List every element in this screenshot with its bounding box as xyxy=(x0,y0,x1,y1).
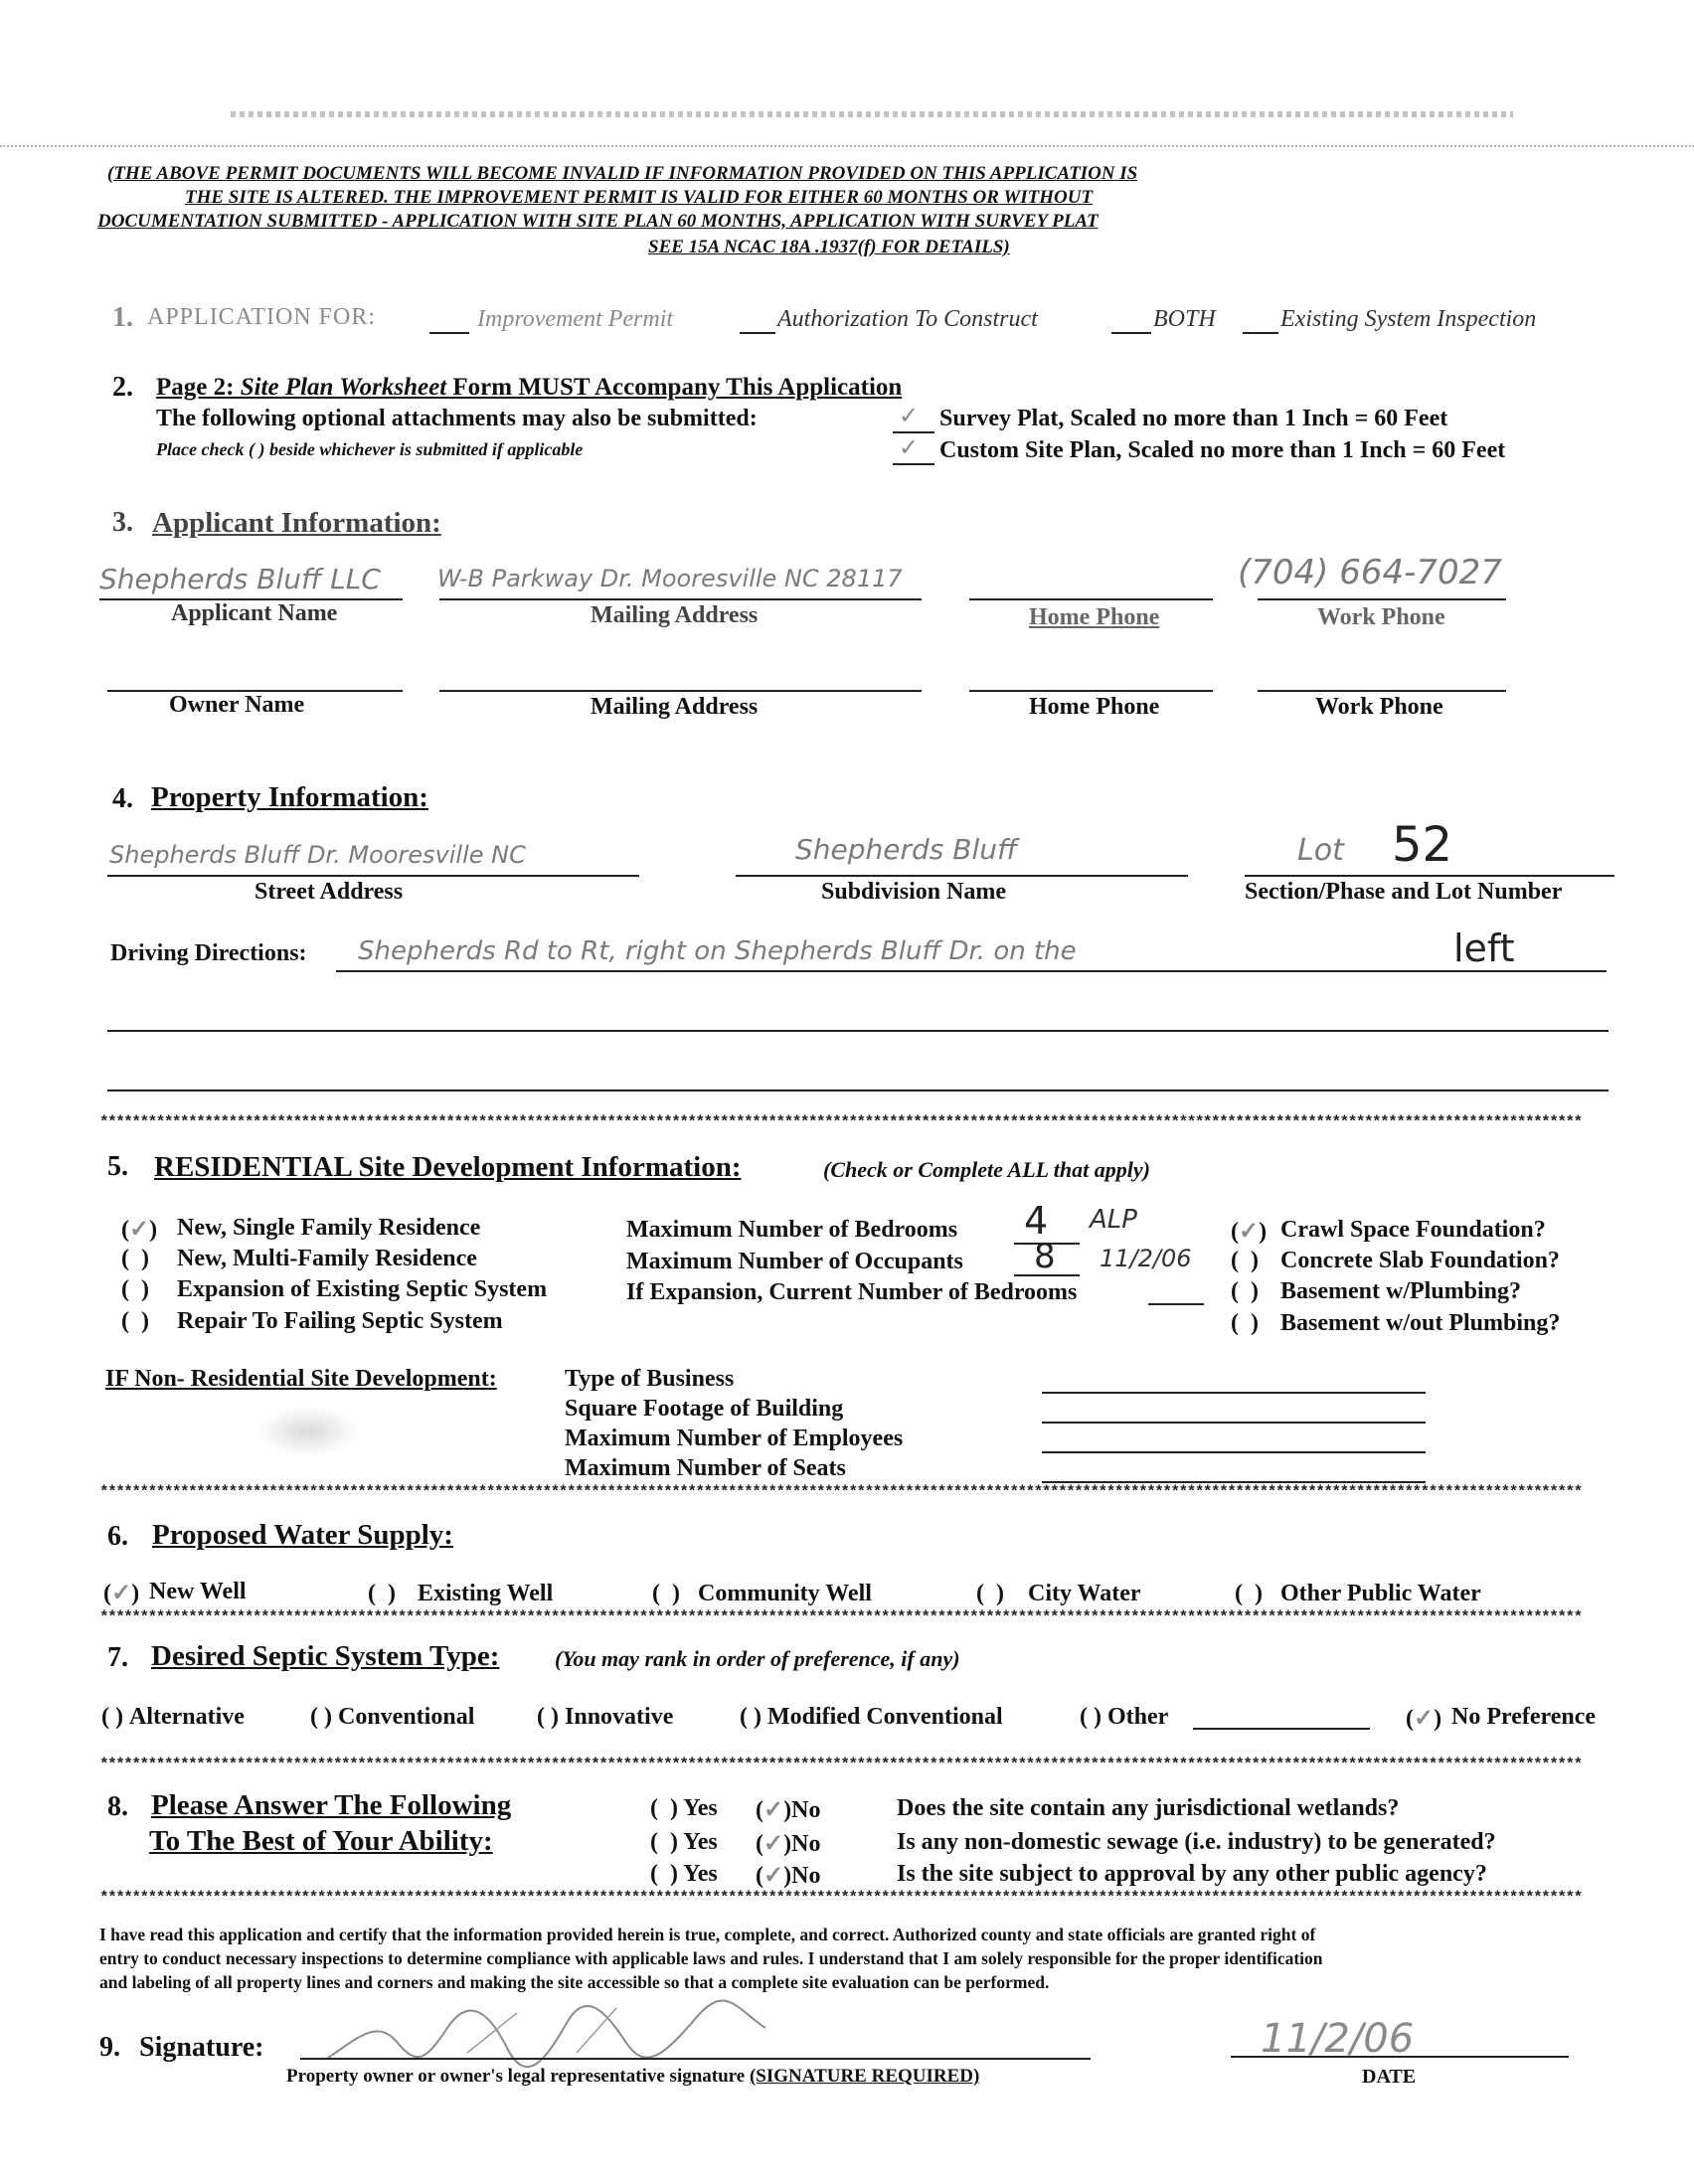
q3-no-label: No xyxy=(791,1863,821,1889)
q2-no[interactable]: (✓)No xyxy=(756,1831,821,1857)
checkbox-alternative[interactable]: ( ) xyxy=(101,1704,123,1730)
option-basement-plumbing: Basement w/Plumbing? xyxy=(1280,1278,1522,1304)
section-4-title: Property Information: xyxy=(151,781,428,813)
separator-1: **************************************************************************************************************************************************************************************** xyxy=(99,1113,1582,1131)
q1-no-label: No xyxy=(791,1797,821,1823)
header-line-4: SEE 15A NCAC 18A .1937(f) FOR DETAILS) xyxy=(648,237,1010,257)
type-of-business-line[interactable] xyxy=(1042,1392,1426,1394)
checkbox-concrete-slab[interactable]: ( ) xyxy=(1231,1248,1259,1273)
option-expansion: Expansion of Existing Septic System xyxy=(177,1276,548,1302)
driving-directions-value-end[interactable]: left xyxy=(1453,926,1515,970)
other-septic-line[interactable] xyxy=(1193,1728,1370,1730)
option-no-preference: No Preference xyxy=(1451,1704,1597,1730)
section-2-title-a: Page 2: xyxy=(156,374,235,401)
driving-directions-line-1 xyxy=(336,970,1607,972)
section-3-number: 3. xyxy=(112,507,133,538)
checkbox-existing-well[interactable]: ( ) xyxy=(368,1581,396,1606)
label-max-employees: Maximum Number of Employees xyxy=(565,1426,904,1451)
caption-home-phone: Home Phone xyxy=(1029,604,1160,630)
section-1-number: 1. xyxy=(112,302,133,333)
mailing-address-line xyxy=(439,598,922,600)
non-residential-label: IF Non- Residential Site Development: xyxy=(105,1366,497,1392)
section-7-number: 7. xyxy=(107,1642,128,1673)
max-occupants-line xyxy=(1014,1274,1080,1276)
label-type-of-business: Type of Business xyxy=(565,1366,735,1392)
section-8-title-2: To The Best of Your Ability: xyxy=(149,1825,493,1857)
label-current-bedrooms: If Expansion, Current Number of Bedrooms xyxy=(626,1279,1078,1305)
option-community-well: Community Well xyxy=(698,1581,872,1606)
subdivision-value[interactable]: Shepherds Bluff xyxy=(795,833,1018,866)
signature-caption-text: Property owner or owner's legal representative signature xyxy=(286,2066,746,2087)
section-2-number: 2. xyxy=(112,372,133,403)
checkbox-expansion[interactable]: ( ) xyxy=(121,1276,149,1302)
checkbox-other-septic[interactable]: ( ) xyxy=(1080,1704,1101,1730)
caption-owner-work-phone: Work Phone xyxy=(1315,694,1443,720)
q2-no-label: No xyxy=(791,1831,821,1857)
street-address-value[interactable]: Shepherds Bluff Dr. Mooresville NC xyxy=(109,841,526,869)
home-phone-line[interactable] xyxy=(969,598,1213,600)
application-for-label: APPLICATION FOR: xyxy=(147,304,377,330)
lot-value-label[interactable]: Lot xyxy=(1297,833,1344,868)
section-2-title-c: Form MUST Accompany This Application xyxy=(452,374,903,401)
checkbox-repair[interactable]: ( ) xyxy=(121,1308,149,1334)
survey-plat-check: ✓ xyxy=(899,404,920,429)
section-2-title-b: Site Plan Worksheet xyxy=(240,374,447,401)
section-6-number: 6. xyxy=(107,1521,128,1552)
header-line-2: THE SITE IS ALTERED. THE IMPROVEMENT PERMIT IS VALID FOR EITHER 60 MONTHS OR WITHOUT xyxy=(185,187,1094,208)
signature-line xyxy=(300,2058,1091,2060)
section-2-title xyxy=(156,374,902,402)
street-address-line xyxy=(107,875,639,877)
section-9-number: 9. xyxy=(99,2032,120,2063)
signature-caption xyxy=(286,2066,979,2088)
max-bedrooms-value[interactable]: 4 xyxy=(1024,1199,1049,1243)
caption-work-phone: Work Phone xyxy=(1317,604,1445,630)
signature-required: (SIGNATURE REQUIRED) xyxy=(749,2066,980,2087)
section-7-subtitle: (You may rank in order of preference, if any) xyxy=(555,1646,960,1671)
square-footage-line[interactable] xyxy=(1042,1422,1426,1424)
date-line xyxy=(1231,2056,1569,2058)
section-8-title-1: Please Answer The Following xyxy=(151,1789,512,1821)
option-existing-well: Existing Well xyxy=(418,1581,554,1606)
checkbox-community-well[interactable]: ( ) xyxy=(652,1581,680,1606)
checkbox-single-family[interactable]: (✓) xyxy=(121,1217,158,1243)
date-label: DATE xyxy=(1362,2066,1417,2088)
separator-3: **************************************************************************************************************************************************************************************** xyxy=(99,1608,1582,1626)
option-custom-site-plan: Custom Site Plan, Scaled no more than 1 Inch = 60 Feet xyxy=(939,437,1506,463)
max-employees-line[interactable] xyxy=(1042,1451,1426,1453)
checkbox-innovative[interactable]: ( ) xyxy=(537,1704,559,1730)
max-occupants-value[interactable]: 8 xyxy=(1034,1237,1056,1276)
checkbox-modified-conventional[interactable]: ( ) xyxy=(740,1704,762,1730)
existing-system-blank[interactable] xyxy=(1243,332,1278,334)
option-innovative: Innovative xyxy=(565,1704,674,1730)
checkbox-multi-family[interactable]: ( ) xyxy=(121,1246,149,1271)
option-authorization-to-construct: Authorization To Construct xyxy=(777,306,1038,332)
option-existing-system-inspection: Existing System Inspection xyxy=(1280,306,1537,332)
checkbox-other-public-water[interactable]: ( ) xyxy=(1235,1581,1263,1606)
checkbox-new-well[interactable]: (✓) xyxy=(103,1581,140,1606)
custom-site-plan-check: ✓ xyxy=(899,435,920,461)
option-single-family: New, Single Family Residence xyxy=(177,1215,481,1241)
scan-edge-line xyxy=(0,145,1694,147)
both-blank[interactable] xyxy=(1111,332,1151,334)
option-survey-plat: Survey Plat, Scaled no more than 1 Inch = 60 Feet xyxy=(939,406,1448,431)
section-5-title: RESIDENTIAL Site Development Information: xyxy=(154,1151,742,1183)
checkbox-conventional[interactable]: ( ) xyxy=(310,1704,332,1730)
caption-subdivision-name: Subdivision Name xyxy=(821,879,1007,905)
subdivision-line xyxy=(736,875,1188,877)
lot-number-line xyxy=(1245,875,1614,877)
option-new-well: New Well xyxy=(149,1579,247,1604)
certification-line-3: and labeling of all property lines and corners and making the site accessible so that a complete site evaluation can be performed. xyxy=(99,1972,1050,1992)
header-line-1: (THE ABOVE PERMIT DOCUMENTS WILL BECOME INVALID IF INFORMATION PROVIDED ON THIS APPLICATION IS xyxy=(107,163,1138,184)
caption-section-lot-number: Section/Phase and Lot Number xyxy=(1245,879,1563,905)
question-other-agency: Is the site subject to approval by any other public agency? xyxy=(897,1861,1487,1887)
option-alternative: Alternative xyxy=(129,1704,245,1730)
q1-yes[interactable]: ( ) Yes xyxy=(650,1795,718,1821)
driving-directions-line-2[interactable] xyxy=(107,1030,1609,1032)
q3-no[interactable]: (✓)No xyxy=(756,1863,821,1889)
checkbox-crawl-space[interactable]: (✓) xyxy=(1231,1219,1268,1245)
improvement-permit-blank[interactable] xyxy=(429,332,469,334)
owner-work-phone-line[interactable] xyxy=(1258,690,1506,692)
optional-attachments-text: The following optional attachments may also be submitted: xyxy=(156,406,758,431)
section-5-subtitle: (Check or Complete ALL that apply) xyxy=(823,1157,1150,1182)
section-8-number: 8. xyxy=(107,1791,128,1822)
option-city-water: City Water xyxy=(1028,1581,1141,1606)
caption-owner-name: Owner Name xyxy=(169,692,305,718)
applicant-name-value[interactable]: Shepherds Bluff LLC xyxy=(99,563,381,595)
faded-header-remnant xyxy=(231,111,1513,117)
checkbox-city-water[interactable]: ( ) xyxy=(976,1581,1004,1606)
option-other-public-water: Other Public Water xyxy=(1280,1581,1481,1606)
question-wetlands: Does the site contain any jurisdictional wetlands? xyxy=(897,1795,1400,1821)
authorization-blank[interactable] xyxy=(740,332,775,334)
q2-yes-label: Yes xyxy=(683,1829,718,1855)
option-modified-conventional: Modified Conventional xyxy=(767,1704,1003,1730)
question-non-domestic-sewage: Is any non-domestic sewage (i.e. industry) to be generated? xyxy=(897,1829,1496,1855)
place-check-note: Place check ( ) beside whichever is submitted if applicable xyxy=(156,439,584,459)
driving-directions-value[interactable]: Shepherds Rd to Rt, right on Shepherds Bluff Dr. on the xyxy=(358,936,1077,966)
signature-date-value[interactable]: 11/2/06 xyxy=(1261,2016,1415,2062)
separator-2: **************************************************************************************************************************************************************************************** xyxy=(99,1483,1582,1501)
q1-no[interactable]: (✓)No xyxy=(756,1797,821,1823)
section-7-title: Desired Septic System Type: xyxy=(151,1640,500,1672)
q3-yes-label: Yes xyxy=(683,1861,718,1887)
work-phone-line xyxy=(1258,598,1506,600)
checkbox-no-preference[interactable]: (✓) xyxy=(1406,1706,1442,1732)
mailing-address-value[interactable]: W-B Parkway Dr. Mooresville NC 28117 xyxy=(437,565,903,592)
driving-directions-label: Driving Directions: xyxy=(110,940,307,966)
caption-owner-home-phone: Home Phone xyxy=(1029,694,1160,720)
owner-home-phone-line[interactable] xyxy=(969,690,1213,692)
driving-directions-line-3[interactable] xyxy=(107,1090,1609,1092)
q1-yes-label: Yes xyxy=(683,1795,718,1821)
max-occupants-note: 11/2/06 xyxy=(1100,1245,1192,1272)
lot-number-value[interactable]: 52 xyxy=(1392,817,1453,873)
owner-mailing-address-line[interactable] xyxy=(439,690,922,692)
label-square-footage: Square Footage of Building xyxy=(565,1396,844,1422)
current-bedrooms-line[interactable] xyxy=(1148,1303,1204,1305)
q2-yes[interactable]: ( ) Yes xyxy=(650,1829,718,1855)
section-5-number: 5. xyxy=(107,1151,128,1182)
section-3-title: Applicant Information: xyxy=(152,507,441,539)
option-basement-no-plumbing: Basement w/out Plumbing? xyxy=(1280,1310,1561,1336)
checkbox-basement-no-plumbing[interactable]: ( ) xyxy=(1231,1310,1259,1336)
option-both: BOTH xyxy=(1153,306,1216,332)
option-crawl-space: Crawl Space Foundation? xyxy=(1280,1217,1546,1243)
option-repair: Repair To Failing Septic System xyxy=(177,1308,503,1334)
caption-owner-mailing-address: Mailing Address xyxy=(591,694,759,720)
checkbox-basement-plumbing[interactable]: ( ) xyxy=(1231,1278,1259,1304)
faded-smudge xyxy=(249,1402,368,1461)
caption-applicant-name: Applicant Name xyxy=(171,600,338,626)
certification-line-2: entry to conduct necessary inspections to determine compliance with applicable laws and rules. I understand that I am solely responsible for the proper identification xyxy=(99,1948,1323,1968)
signature-label: Signature: xyxy=(139,2032,264,2063)
separator-4: **************************************************************************************************************************************************************************************** xyxy=(99,1756,1582,1773)
separator-5: **************************************************************************************************************************************************************************************** xyxy=(99,1889,1582,1907)
max-bedrooms-note: ALP xyxy=(1090,1205,1137,1235)
option-other-septic: Other xyxy=(1107,1704,1169,1730)
option-improvement-permit: Improvement Permit xyxy=(477,306,674,332)
label-max-occupants: Maximum Number of Occupants xyxy=(626,1249,963,1274)
section-6-title: Proposed Water Supply: xyxy=(152,1519,453,1551)
section-4-number: 4. xyxy=(112,783,133,814)
option-concrete-slab: Concrete Slab Foundation? xyxy=(1280,1248,1560,1273)
certification-line-1: I have read this application and certify that the information provided herein is true, complete, and correct. Authorized county and state officials are granted right of xyxy=(99,1925,1316,1944)
q3-yes[interactable]: ( ) Yes xyxy=(650,1861,718,1887)
option-conventional: Conventional xyxy=(338,1704,475,1730)
caption-mailing-address: Mailing Address xyxy=(591,602,759,628)
option-multi-family: New, Multi-Family Residence xyxy=(177,1246,477,1271)
label-max-seats: Maximum Number of Seats xyxy=(565,1455,846,1481)
custom-site-plan-blank[interactable] xyxy=(893,463,934,465)
header-line-3: DOCUMENTATION SUBMITTED - APPLICATION WITH SITE PLAN 60 MONTHS, APPLICATION WITH SURVEY PLAT xyxy=(97,211,1099,232)
work-phone-value[interactable]: (704) 664-7027 xyxy=(1238,553,1502,592)
caption-street-address: Street Address xyxy=(254,879,404,905)
label-max-bedrooms: Maximum Number of Bedrooms xyxy=(626,1217,958,1243)
